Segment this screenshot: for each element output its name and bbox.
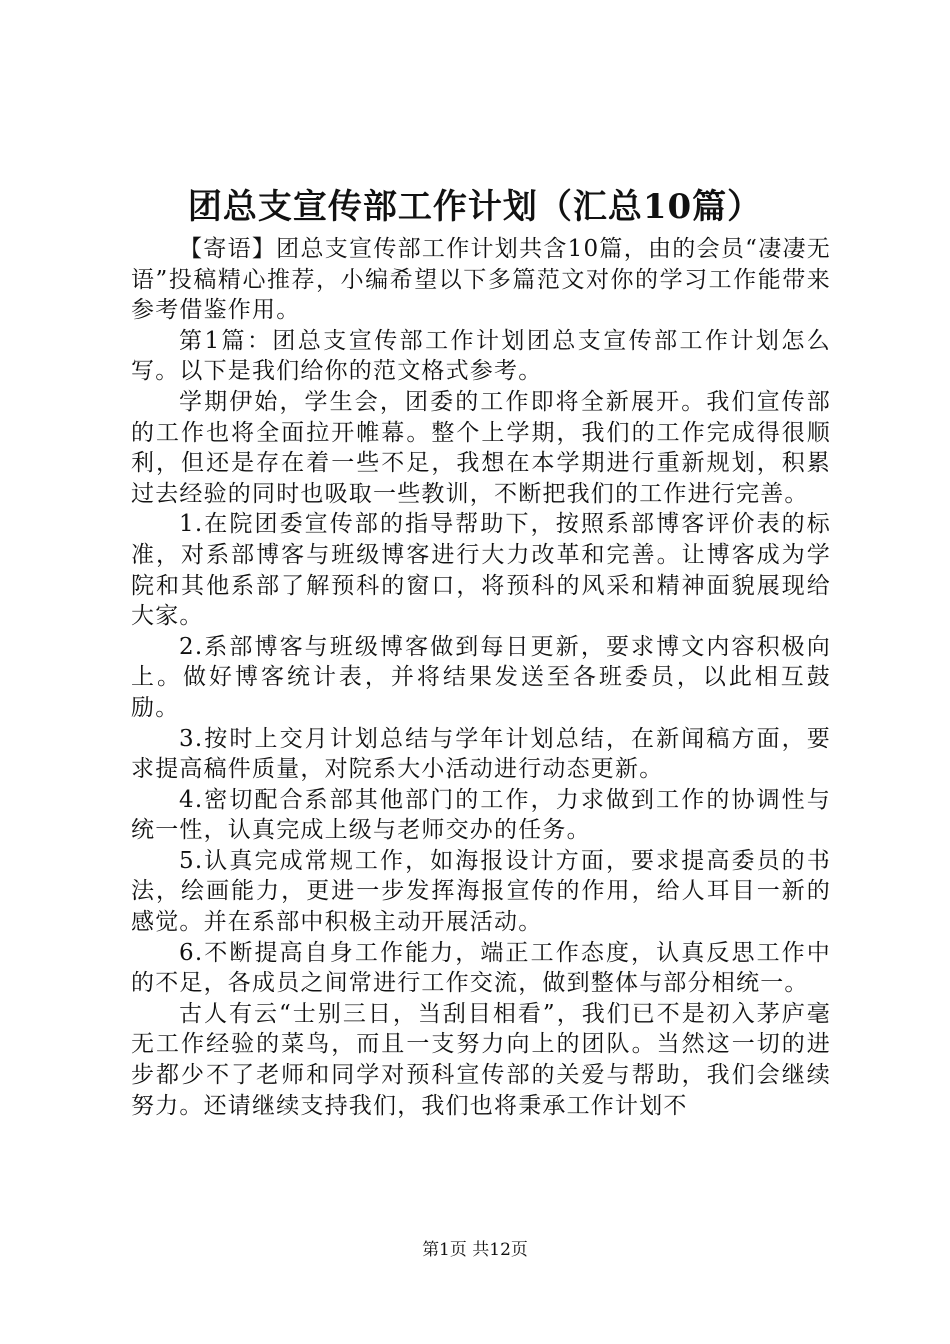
paragraph-item-2: 2.系部博客与班级博客做到每日更新，要求博文内容积极向上。做好博客统计表，并将结果发送至各班委员，以此相互鼓励。: [131, 633, 831, 721]
paragraph-item-1: 1.在院团委宣传部的指导帮助下，按照系部博客评价表的标准，对系部博客与班级博客进行大力改革和完善。让博客成为学院和其他系部了解预科的窗口，将预科的风采和精神面貌展现给大家。: [131, 511, 831, 630]
paragraph-chapter-1-heading: 第1篇：团总支宣传部工作计划团总支宣传部工作计划怎么写。以下是我们给你的范文格式参考。: [131, 327, 831, 385]
paragraph-intro: 学期伊始，学生会，团委的工作即将全新展开。我们宣传部的工作也将全面拉开帷幕。整个上学期，我们的工作完成得很顺利，但还是存在着一些不足，我想在本学期进行重新规划，积累过去经验的同时也吸取一些教训，不断把我们的工作进行完善。: [131, 388, 831, 507]
document-title: 团总支宣传部工作计划（汇总10篇）: [187, 187, 763, 227]
paragraph-item-4: 4.密切配合系部其他部门的工作，力求做到工作的协调性与统一性，认真完成上级与老师交办的任务。: [131, 786, 831, 844]
paragraph-item-3: 3.按时上交月计划总结与学年计划总结，在新闻稿方面，要求提高稿件质量，对院系大小活动进行动态更新。: [131, 725, 831, 783]
paragraph-item-6: 6.不断提高自身工作能力，端正工作态度，认真反思工作中的不足，各成员之间常进行工作交流，做到整体与部分相统一。: [131, 939, 831, 997]
page-number-footer: 第1页 共12页: [422, 1240, 528, 1260]
paragraph-closing: 古人有云“士别三日，当刮目相看”，我们已不是初入茅庐毫无工作经验的菜鸟，而且一支努力向上的团队。当然这一切的进步都少不了老师和同学对预科宣传部的关爱与帮助，我们会继续努力。还请继续支持我们，我们也将秉承工作计划不: [131, 1000, 831, 1119]
paragraph-item-5: 5.认真完成常规工作，如海报设计方面，要求提高委员的书法，绘画能力，更进一步发挥海报宣传的作用，给人耳目一新的感觉。并在系部中积极主动开展活动。: [131, 847, 831, 936]
document-body: [131, 234, 831, 1121]
paragraph-foreword: 【寄语】团总支宣传部工作计划共含10篇，由的会员“凄凄无语”投稿精心推荐，小编希望以下多篇范文对你的学习工作能带来参考借鉴作用。: [131, 236, 831, 324]
